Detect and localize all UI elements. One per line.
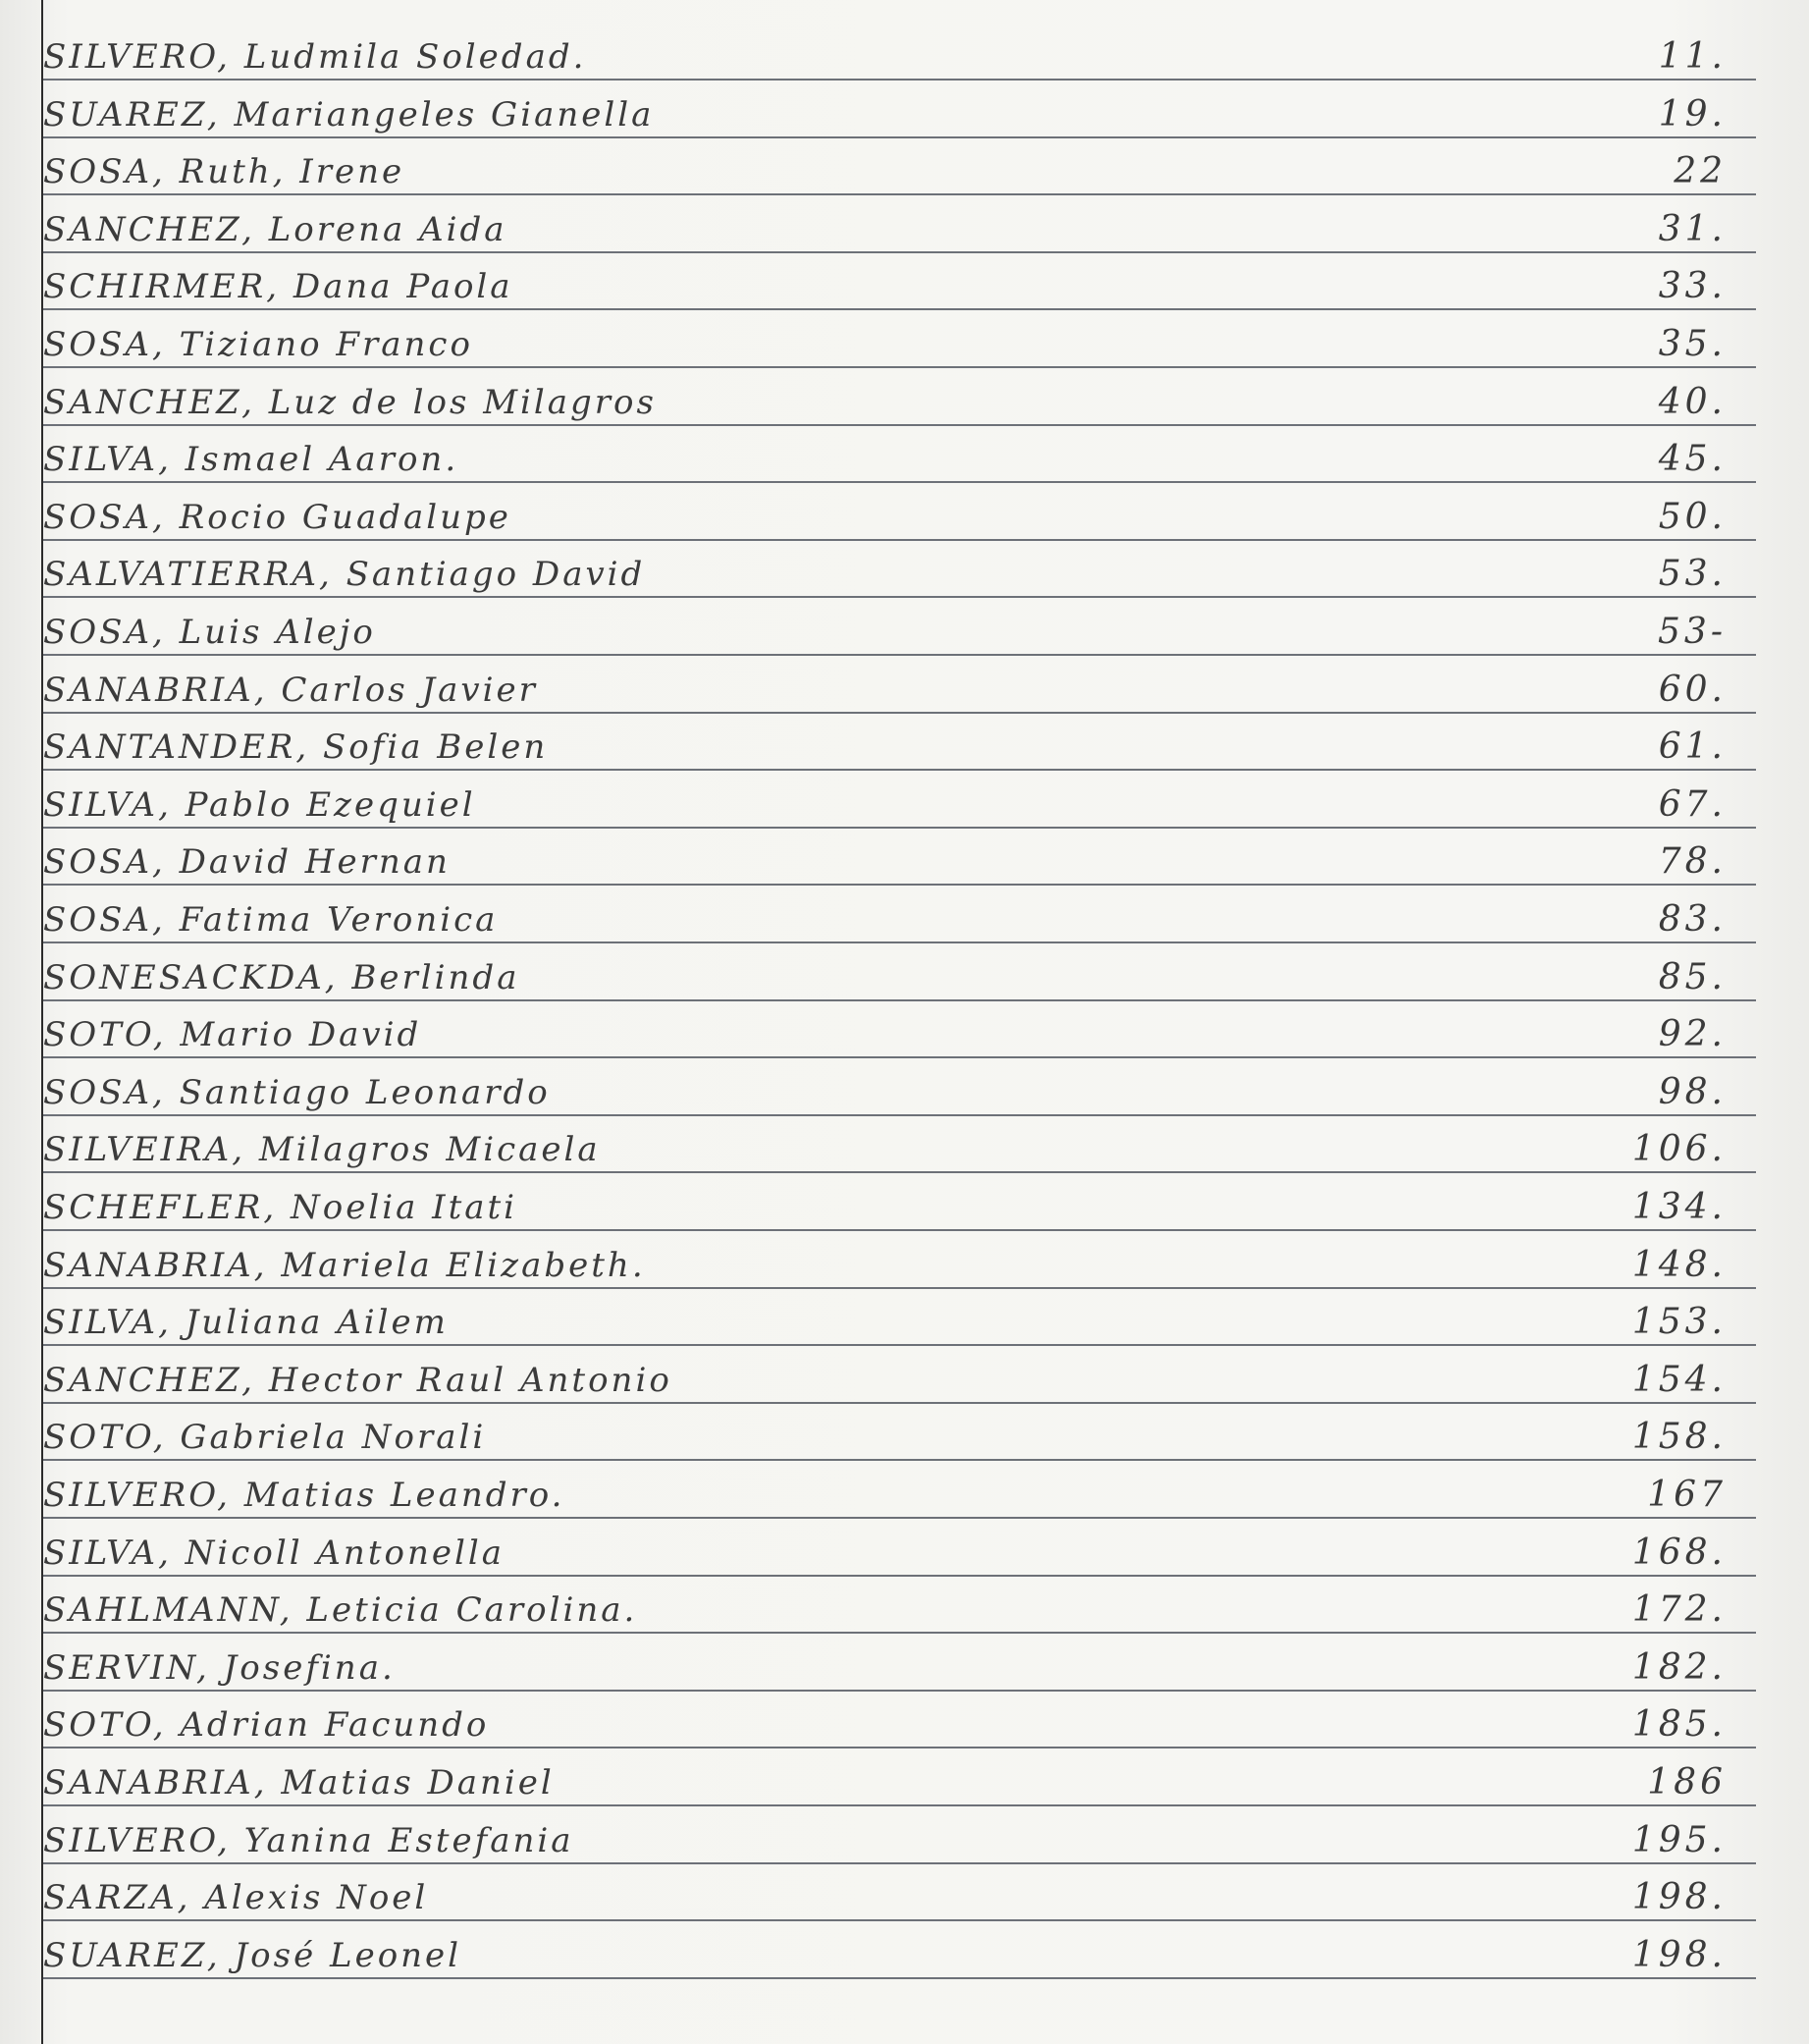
entry-number: 22 — [1674, 151, 1727, 192]
entry-number: 11. — [1658, 36, 1727, 77]
list-row — [43, 324, 1756, 368]
list-row — [43, 841, 1756, 886]
student-name: SAHLMANN, Leticia Carolina. — [43, 1590, 638, 1631]
list-row — [43, 1014, 1756, 1058]
student-name: SILVERO, Ludmila Soledad. — [43, 37, 587, 77]
entry-number: 182. — [1631, 1646, 1727, 1688]
list-row — [43, 208, 1756, 253]
entry-number: 185. — [1631, 1704, 1727, 1746]
student-name: SOTO, Gabriela Norali — [43, 1418, 487, 1458]
list-row — [43, 1475, 1756, 1519]
list-row — [43, 1244, 1756, 1289]
student-name: SILVERO, Yanina Estefania — [43, 1820, 574, 1860]
entry-number: 83. — [1658, 899, 1727, 940]
student-name: SILVERO, Matias Leandro. — [43, 1476, 565, 1515]
list-row — [43, 151, 1756, 195]
entry-number: 61. — [1658, 726, 1727, 768]
entry-number: 186 — [1647, 1762, 1727, 1802]
entry-number: 154. — [1631, 1359, 1727, 1400]
list-row — [43, 1646, 1756, 1692]
entry-number: 35. — [1658, 324, 1727, 364]
student-name: SOTO, Mario David — [43, 1015, 422, 1055]
list-row — [43, 381, 1756, 426]
entry-number: 172. — [1631, 1589, 1727, 1631]
list-row — [43, 266, 1756, 310]
student-name: SOTO, Adrian Facundo — [43, 1705, 490, 1746]
student-name: SUAREZ, Mariangeles Gianella — [43, 94, 655, 134]
entry-number: 19. — [1658, 93, 1727, 134]
entry-number: 153. — [1631, 1302, 1727, 1343]
student-name: SOSA, Fatima Veronica — [43, 900, 499, 940]
student-name: SOSA, Luis Alejo — [43, 613, 376, 652]
student-name: SOSA, Santiago Leonardo — [43, 1072, 551, 1112]
list-row — [43, 1359, 1756, 1404]
list-row — [43, 1877, 1756, 1921]
student-name: SUAREZ, José Leonel — [43, 1935, 462, 1975]
student-name: SALVATIERRA, Santiago David — [43, 555, 646, 595]
entry-number: 40. — [1658, 381, 1727, 422]
list-row — [43, 783, 1756, 829]
entry-number: 198. — [1631, 1934, 1727, 1975]
student-name: SOSA, David Hernan — [43, 842, 451, 883]
student-name: SANABRIA, Matias Daniel — [43, 1763, 555, 1802]
entry-number: 134. — [1631, 1187, 1727, 1227]
entry-number: 106. — [1631, 1129, 1727, 1170]
entry-number: 168. — [1631, 1532, 1727, 1573]
entry-number: 45. — [1658, 439, 1727, 480]
list-row — [43, 439, 1756, 483]
student-name: SANCHEZ, Hector Raul Antonio — [43, 1360, 672, 1400]
list-row — [43, 669, 1756, 714]
entry-number: 53. — [1658, 554, 1727, 595]
list-row — [43, 93, 1756, 138]
student-name: SANCHEZ, Luz de los Milagros — [43, 382, 657, 422]
list-row — [43, 899, 1756, 943]
entry-number: 198. — [1631, 1877, 1727, 1918]
entry-number: 148. — [1631, 1244, 1727, 1285]
student-name: SARZA, Alexis Noel — [43, 1878, 429, 1918]
entry-number: 53- — [1658, 612, 1727, 652]
list-row — [43, 1589, 1756, 1634]
list-row — [43, 956, 1756, 1001]
student-name: SONESACKDA, Berlinda — [43, 957, 520, 997]
list-row — [43, 36, 1756, 81]
entry-number: 60. — [1658, 669, 1727, 710]
student-name: SOSA, Tiziano Franco — [43, 325, 473, 364]
student-name: SANABRIA, Mariela Elizabeth. — [43, 1245, 646, 1285]
list-row — [43, 1302, 1756, 1346]
entry-number: 195. — [1631, 1819, 1727, 1860]
student-name: SCHEFLER, Noelia Itati — [43, 1188, 518, 1227]
student-name: SANABRIA, Carlos Javier — [43, 670, 538, 710]
entry-number: 98. — [1658, 1071, 1727, 1112]
student-name: SOSA, Ruth, Irene — [43, 152, 405, 192]
entry-number: 33. — [1658, 266, 1727, 307]
list-row — [43, 1762, 1756, 1806]
student-name: SILVEIRA, Milagros Micaela — [43, 1130, 601, 1170]
list-row — [43, 1704, 1756, 1748]
list-row — [43, 1934, 1756, 1979]
list-row — [43, 1417, 1756, 1461]
student-name: SANCHEZ, Lorena Aida — [43, 209, 507, 249]
list-row — [43, 1071, 1756, 1116]
entry-number: 167 — [1647, 1475, 1727, 1515]
list-row — [43, 1532, 1756, 1577]
student-name: SANTANDER, Sofia Belen — [43, 727, 549, 768]
list-row — [43, 1129, 1756, 1173]
list-row — [43, 612, 1756, 656]
student-name: SILVA, Juliana Ailem — [43, 1303, 449, 1343]
entry-number: 158. — [1631, 1417, 1727, 1458]
student-name: SILVA, Pablo Ezequiel — [43, 784, 476, 825]
entry-number: 85. — [1658, 956, 1727, 997]
list-row — [43, 1187, 1756, 1231]
entry-number: 92. — [1658, 1014, 1727, 1055]
entry-number: 31. — [1658, 208, 1727, 249]
student-name: SOSA, Rocio Guadalupe — [43, 497, 511, 537]
list-row — [43, 1819, 1756, 1864]
entry-number: 50. — [1658, 496, 1727, 537]
entry-number: 67. — [1658, 783, 1727, 825]
student-name: SILVA, Nicoll Antonella — [43, 1533, 505, 1573]
student-name: SERVIN, Josefina. — [43, 1647, 396, 1688]
student-name: SCHIRMER, Dana Paola — [43, 267, 513, 307]
list-row — [43, 496, 1756, 541]
list-row — [43, 726, 1756, 771]
list-row — [43, 554, 1756, 598]
student-name: SILVA, Ismael Aaron. — [43, 440, 459, 480]
entry-number: 78. — [1658, 841, 1727, 883]
